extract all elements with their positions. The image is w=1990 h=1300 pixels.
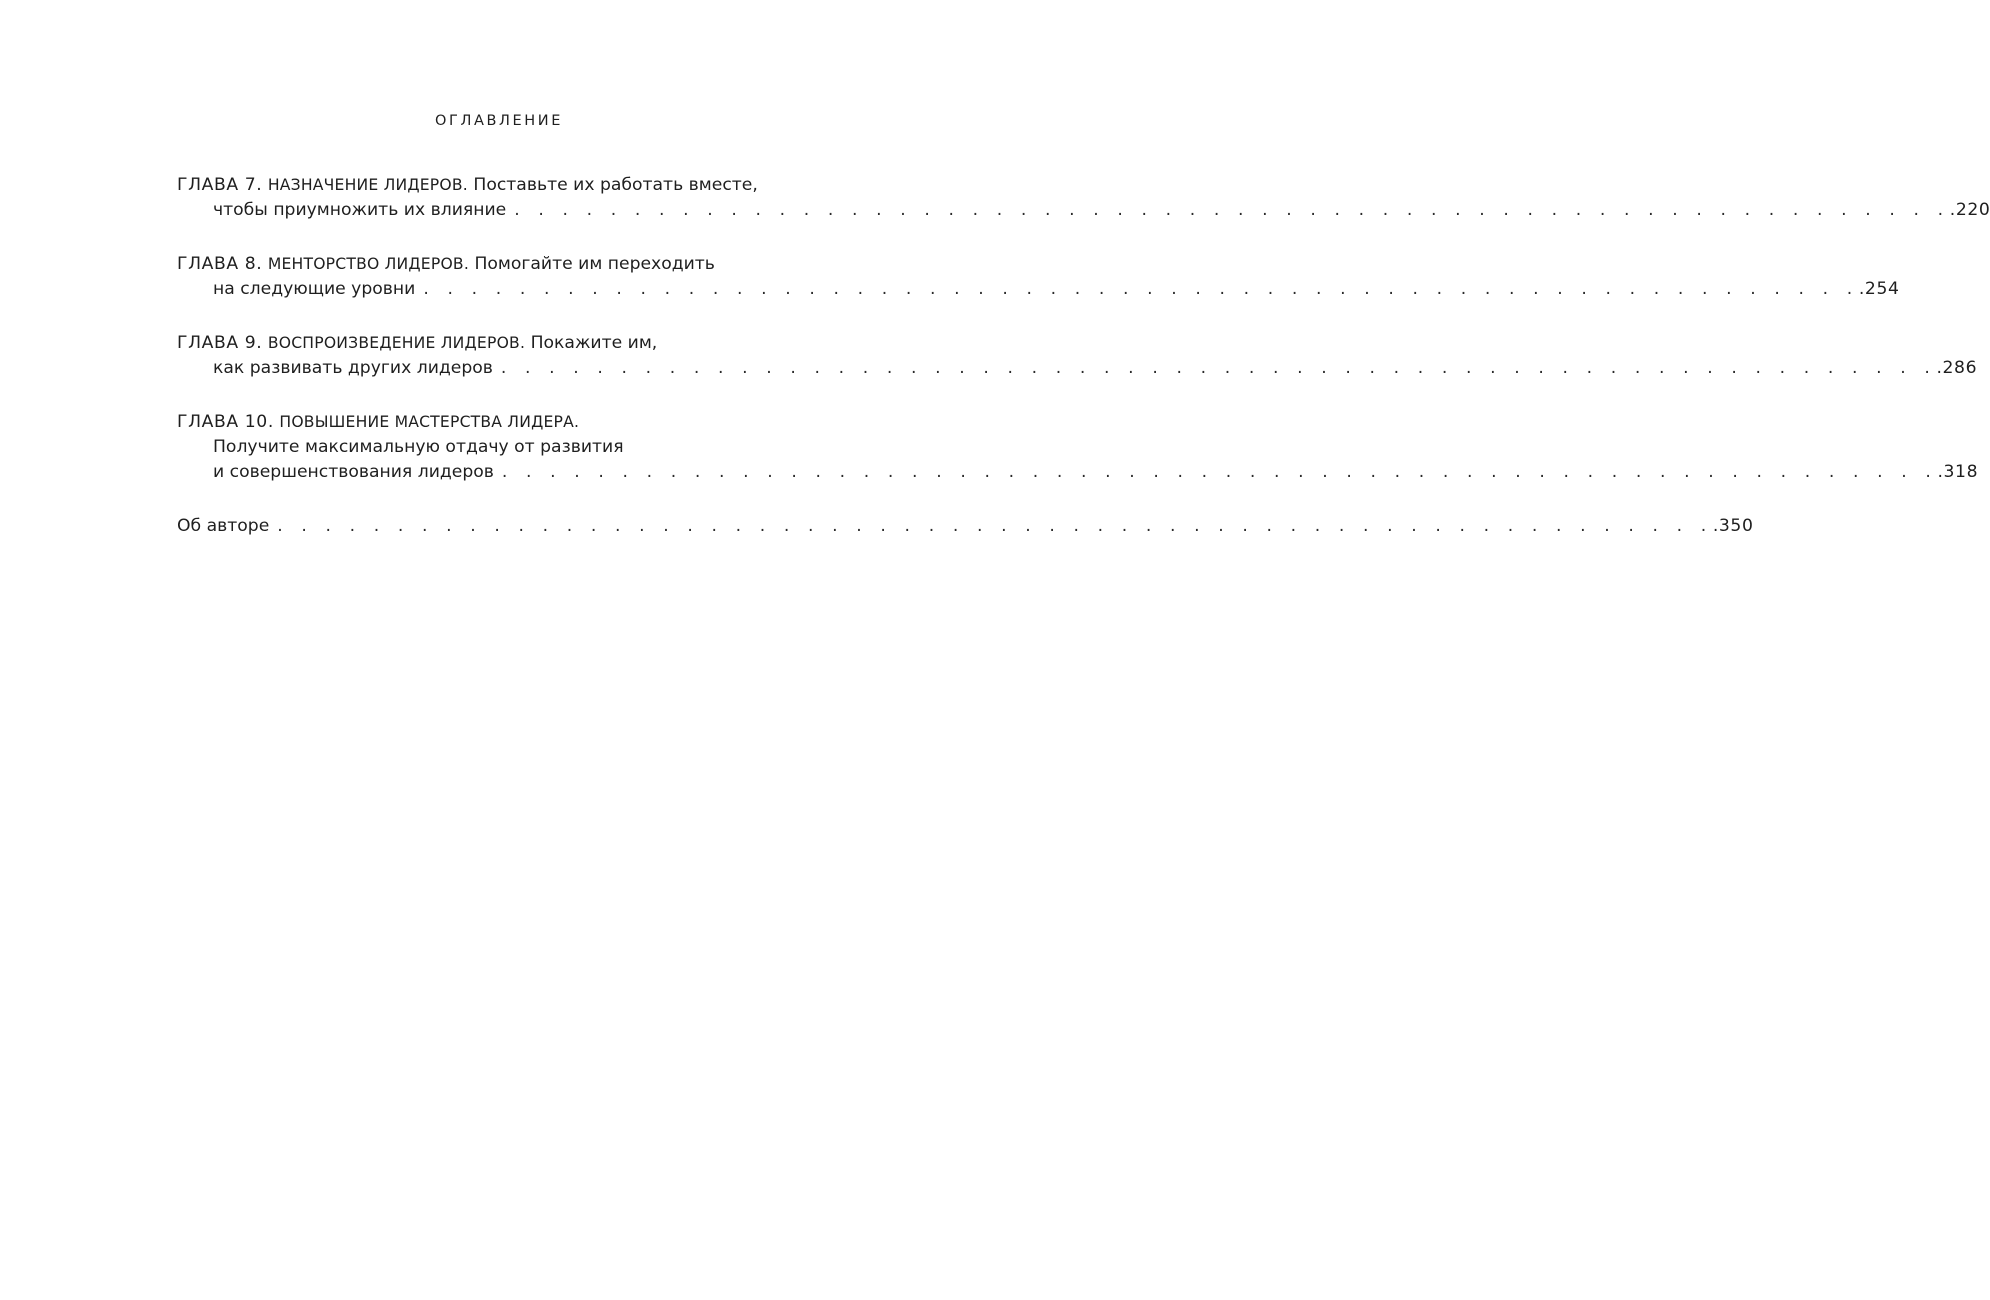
toc-entry-chapter-7[interactable] <box>177 173 1990 223</box>
page-number: .220 <box>1949 200 1990 220</box>
chapter-subtitle: на следующие уровни <box>213 279 416 299</box>
toc-entry-last-line <box>177 460 1979 485</box>
dot-leader: . . . . . . . . . . . . . . . . . . . . . . . . . . . . . . . . . . . . . . . . . . . . . . . . . . . . . . . . . . . . <box>277 516 1713 536</box>
toc-entry-chapter-8[interactable] <box>177 252 1900 302</box>
chapter-label: ГЛАВА 7. <box>177 175 263 195</box>
chapter-label: ГЛАВА 9. <box>177 333 263 353</box>
page-number: .254 <box>1858 279 1900 299</box>
toc-entry-last-line <box>177 198 1990 223</box>
toc-entry-last-line <box>177 356 1978 381</box>
chapter-label: ГЛАВА 10. <box>177 412 274 432</box>
toc-entry-last-line <box>177 277 1900 302</box>
dot-leader: . . . . . . . . . . . . . . . . . . . . . . . . . . . . . . . . . . . . . . . . . . . . . . . . . . . . . . . . . . . . <box>501 462 1938 482</box>
page-number: .350 <box>1712 516 1754 536</box>
toc-heading: ОГЛАВЛЕНИЕ <box>434 113 563 129</box>
toc-entry-first-line <box>177 331 820 356</box>
dot-leader: . . . . . . . . . . . . . . . . . . . . . . . . . . . . . . . . . . . . . . . . . . . . . . . . . . . . . . . . . . . . <box>514 200 1950 220</box>
toc-entry-first-line <box>177 252 820 277</box>
chapter-subtitle: чтобы приумножить их влияние <box>213 200 507 220</box>
entry-title: Об авторе <box>177 516 270 536</box>
toc-entry-first-line <box>177 173 820 198</box>
chapter-label: ГЛАВА 8. <box>177 254 263 274</box>
chapter-subtitle: как развивать других лидеров <box>213 358 493 378</box>
chapter-subtitle: Поставьте их работать вместе, <box>473 175 758 195</box>
chapter-subtitle: и совершенствования лидеров <box>213 462 494 482</box>
toc-entry-last-line <box>177 514 1754 539</box>
page-number: .286 <box>1936 358 1978 378</box>
chapter-subtitle: Получите максимальную отдачу от развития <box>213 437 624 457</box>
dot-leader: . . . . . . . . . . . . . . . . . . . . . . . . . . . . . . . . . . . . . . . . . . . . . . . . . . . . . . . . . . . . <box>423 279 1859 299</box>
toc-entry-about-author[interactable] <box>177 514 1754 539</box>
chapter-title: НАЗНАЧЕНИЕ ЛИДЕРОВ. <box>267 176 468 194</box>
chapter-title: ВОСПРОИЗВЕДЕНИЕ ЛИДЕРОВ. <box>267 334 526 352</box>
page-number: .318 <box>1937 462 1979 482</box>
table-of-contents <box>177 173 1990 539</box>
chapter-subtitle: Помогайте им переходить <box>474 254 715 274</box>
dot-leader: . . . . . . . . . . . . . . . . . . . . . . . . . . . . . . . . . . . . . . . . . . . . . . . . . . . . . . . . . . . . <box>500 358 1937 378</box>
toc-entry-chapter-9[interactable] <box>177 331 1978 381</box>
toc-entry-chapter-10[interactable] <box>177 410 1979 485</box>
chapter-title: ПОВЫШЕНИЕ МАСТЕРСТВА ЛИДЕРА. <box>279 413 580 431</box>
chapter-title: МЕНТОРСТВО ЛИДЕРОВ. <box>267 255 469 273</box>
toc-entry-first-line <box>177 410 820 435</box>
chapter-subtitle: Покажите им, <box>530 333 658 353</box>
